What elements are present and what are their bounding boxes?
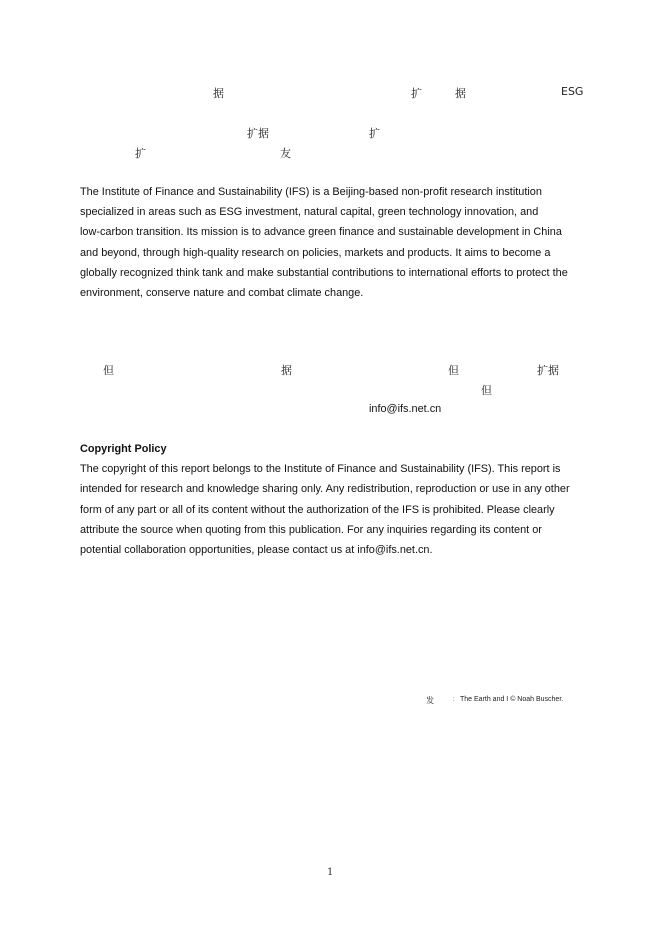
copyright-cn-fragment: 但 — [103, 364, 114, 377]
paragraph-line: The Institute of Finance and Sustainability (IFS) is a Beijing-based non-profit research institution — [80, 186, 542, 198]
contact-email[interactable]: info@ifs.net.cn — [369, 403, 442, 415]
intro-cn-fragment: 据 — [455, 87, 466, 100]
intro-cn-fragment: 扩 — [135, 147, 146, 160]
paragraph-line: potential collaboration opportunities, please contact us at info@ifs.net.cn. — [80, 544, 433, 557]
intro-cn-fragment: 扩据 — [247, 127, 269, 140]
intro-cn-fragment: ESG — [561, 85, 584, 98]
paragraph-line: intended for research and knowledge sharing only. Any redistribution, reproduction or use in any other — [80, 483, 570, 496]
intro-cn-fragment: 扩 — [411, 87, 422, 100]
intro-cn-fragment: 友 — [280, 147, 291, 160]
paragraph-line: environment, conserve nature and combat climate change. — [80, 287, 364, 300]
paragraph-line: low-carbon transition. Its mission is to advance green finance and sustainable development in China — [80, 226, 562, 239]
copyright-heading: Copyright Policy — [80, 443, 167, 455]
copyright-cn-fragment: 据 — [281, 364, 292, 377]
paragraph-line: globally recognized think tank and make substantial contributions to international efforts to protect the — [80, 266, 568, 279]
credit-separator: : — [453, 697, 455, 703]
intro-en-paragraph — [80, 182, 585, 303]
intro-cn-fragment: 扩 — [369, 127, 380, 140]
page-number: 1 — [327, 867, 334, 878]
paragraph-line: specialized in areas such as ESG investment, natural capital, green technology innovation, and — [80, 206, 539, 219]
paragraph-line: The copyright of this report belongs to the Institute of Finance and Sustainability (IFS). This report is — [80, 463, 561, 476]
copyright-cn-fragment: 但 — [481, 384, 492, 397]
copyright-en-paragraph — [80, 439, 585, 560]
paragraph-line: and beyond, through high-quality research on policies, markets and products. It aims to become a — [80, 246, 551, 259]
credit-en: The Earth and I © Noah Buscher. — [460, 696, 564, 703]
copyright-cn-fragment: 但 — [448, 364, 459, 377]
intro-cn-fragment: 据 — [213, 87, 224, 100]
credit-cn: 发 — [426, 696, 434, 705]
paragraph-line: attribute the source when quoting from this publication. For any inquiries regarding its content or — [80, 523, 542, 536]
copyright-cn-fragment: 扩据 — [537, 364, 559, 377]
paragraph-line: form of any part or all of its content without the authorization of the IFS is prohibited. Please clearly — [80, 503, 555, 516]
